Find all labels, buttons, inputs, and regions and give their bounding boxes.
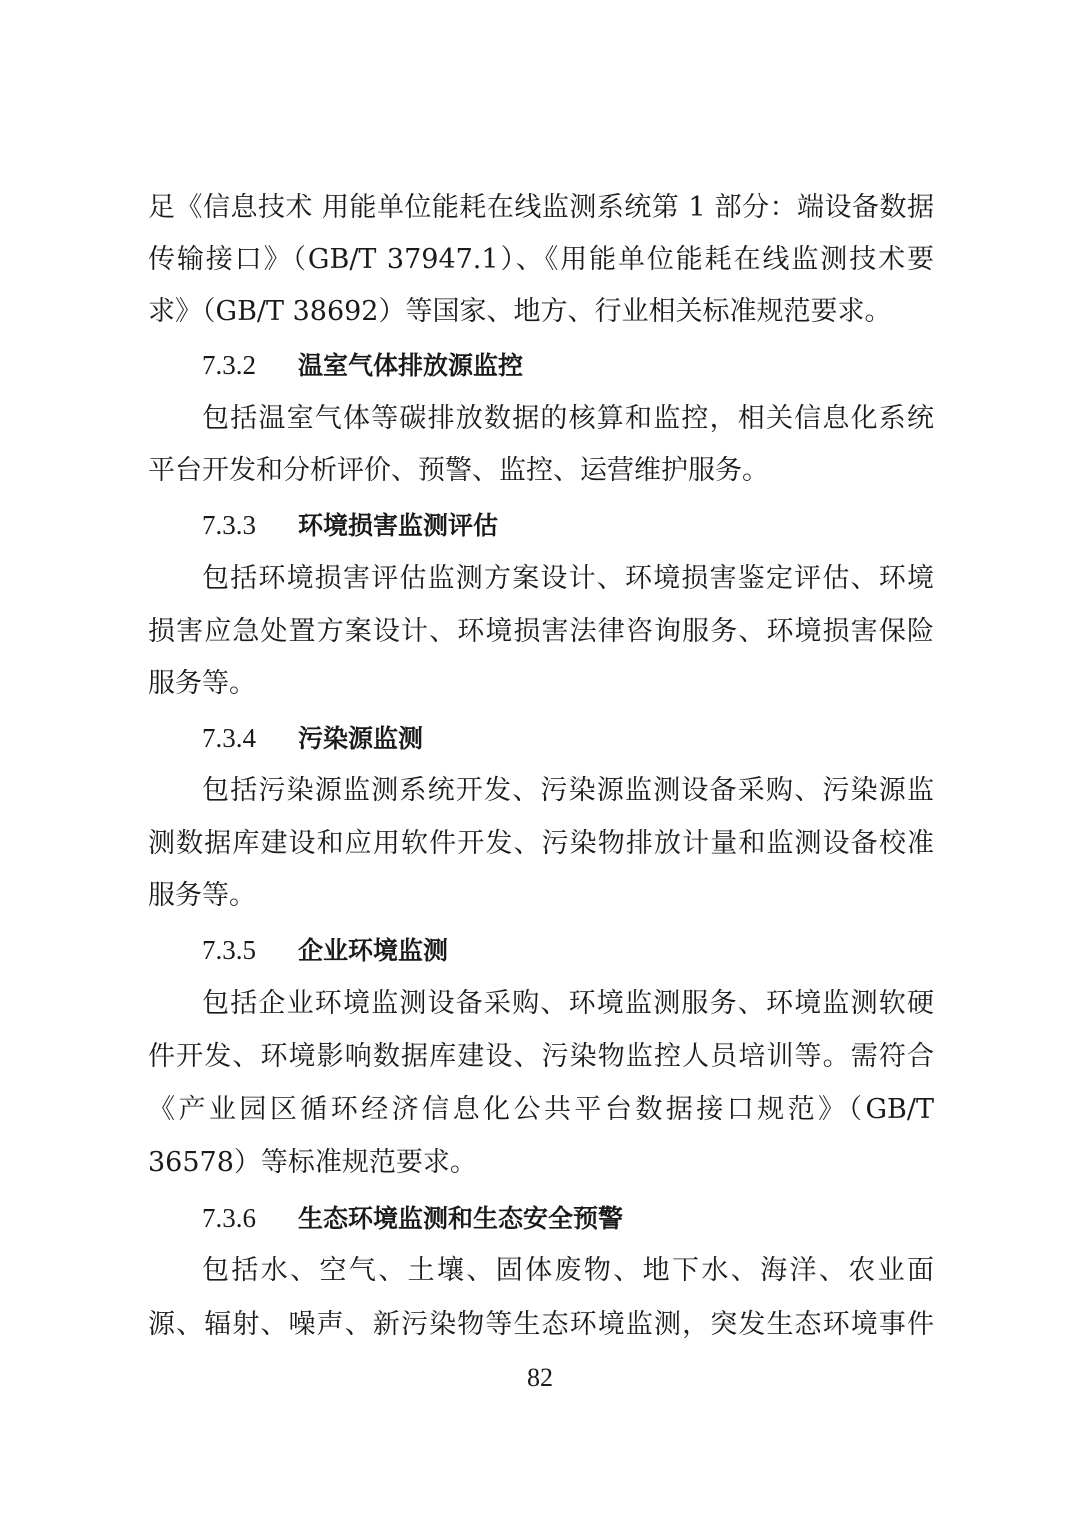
- paragraph-line: 足《信息技术 用能单位能耗在线监测系统第 1 部分：端设备数据: [148, 192, 934, 223]
- paragraph-line: 件开发、环境影响数据库建设、污染物监控人员培训等。需符合: [148, 1041, 934, 1072]
- section-number: 7.3.2: [202, 350, 256, 380]
- section-number: 7.3.5: [202, 935, 256, 965]
- section-heading: [202, 925, 448, 975]
- paragraph-line: 服务等。: [148, 880, 256, 911]
- paragraph-line: 测数据库建设和应用软件开发、污染物排放计量和监测设备校准: [148, 828, 934, 859]
- paragraph-line: 包括温室气体等碳排放数据的核算和监控，相关信息化系统: [202, 403, 934, 434]
- page-number: 82: [527, 1363, 553, 1392]
- paragraph-line: 包括水、空气、土壤、固体废物、地下水、海洋、农业面: [202, 1255, 934, 1286]
- section-title: 温室气体排放源监控: [298, 351, 524, 380]
- paragraph-line: 损害应急处置方案设计、环境损害法律咨询服务、环境损害保险: [148, 616, 934, 647]
- paragraph-line: 源、辐射、噪声、新污染物等生态环境监测，突发生态环境事件: [148, 1309, 934, 1340]
- section-title: 环境损害监测评估: [298, 511, 499, 540]
- paragraph-line: 36578）等标准规范要求。: [148, 1147, 477, 1178]
- section-heading: [202, 500, 498, 550]
- section-title: 污染源监测: [298, 724, 424, 753]
- paragraph-line: 包括企业环境监测设备采购、环境监测服务、环境监测软硬: [202, 988, 934, 1019]
- paragraph-line: 传输接口》（GB/T 37947.1）、《用能单位能耗在线监测技术要: [148, 244, 934, 275]
- paragraph-line: 服务等。: [148, 668, 256, 699]
- paragraph-line: 包括环境损害评估监测方案设计、环境损害鉴定评估、环境: [202, 563, 934, 594]
- section-number: 7.3.4: [202, 723, 256, 753]
- section-title: 企业环境监测: [298, 936, 449, 965]
- section-title: 生态环境监测和生态安全预警: [298, 1204, 624, 1233]
- paragraph-line: 包括污染源监测系统开发、污染源监测设备采购、污染源监: [202, 775, 934, 806]
- section-heading: [202, 340, 523, 390]
- section-heading: [202, 1193, 623, 1243]
- paragraph-line: 平台开发和分析评价、预警、监控、运营维护服务。: [148, 455, 769, 486]
- paragraph-line: 《产业园区循环经济信息化公共平台数据接口规范》（GB/T: [148, 1094, 934, 1125]
- section-number: 7.3.6: [202, 1203, 256, 1233]
- section-heading: [202, 713, 423, 763]
- section-number: 7.3.3: [202, 510, 256, 540]
- paragraph-line: 求》（GB/T 38692）等国家、地方、行业相关标准规范要求。: [148, 296, 892, 327]
